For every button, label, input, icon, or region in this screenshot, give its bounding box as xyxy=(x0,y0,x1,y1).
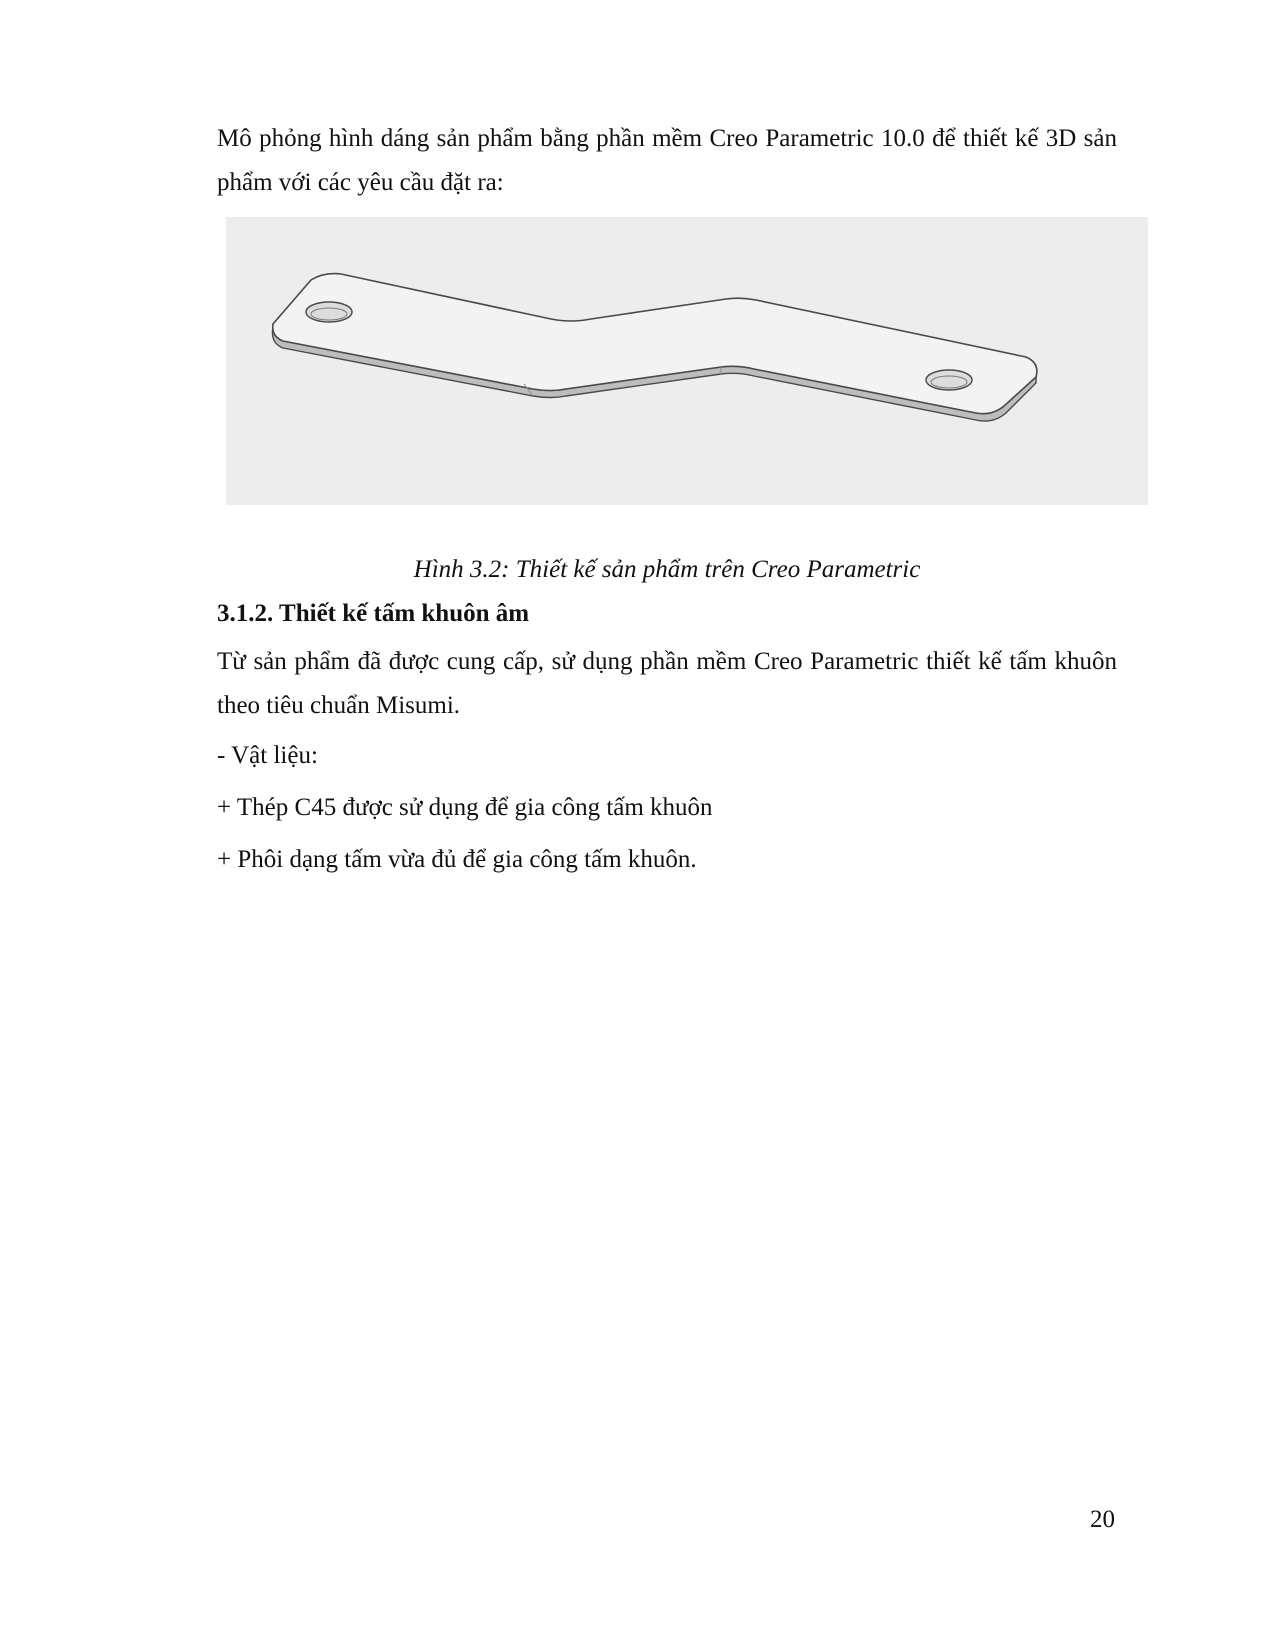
list-item: + Thép C45 được sử dụng để gia công tấm khuôn xyxy=(217,794,713,821)
product-figure xyxy=(226,217,1148,505)
hole-right xyxy=(926,370,972,390)
list-item: + Phôi dạng tấm vừa đủ để gia công tấm khuôn. xyxy=(217,846,697,873)
part-top-face xyxy=(273,274,1037,414)
figure-caption: Hình 3.2: Thiết kế sản phẩm trên Creo Parametric xyxy=(413,556,921,583)
bracket-part-drawing xyxy=(226,217,1148,505)
section-heading: 3.1.2. Thiết kế tấm khuôn âm xyxy=(217,600,530,627)
section-paragraph: Từ sản phẩm đã được cung cấp, sử dụng phần mềm Creo Parametric thiết kế tấm khuôn theo tiêu chuẩn Misumi. xyxy=(217,648,1117,719)
intro-paragraph: Mô phỏng hình dáng sản phẩm bằng phần mềm Creo Parametric 10.0 để thiết kế 3D sản phẩm với các yêu cầu đặt ra: xyxy=(217,125,1117,196)
hole-left xyxy=(306,302,352,322)
material-label: - Vật liệu: xyxy=(217,742,318,769)
page-number: 20 xyxy=(1090,1506,1115,1533)
